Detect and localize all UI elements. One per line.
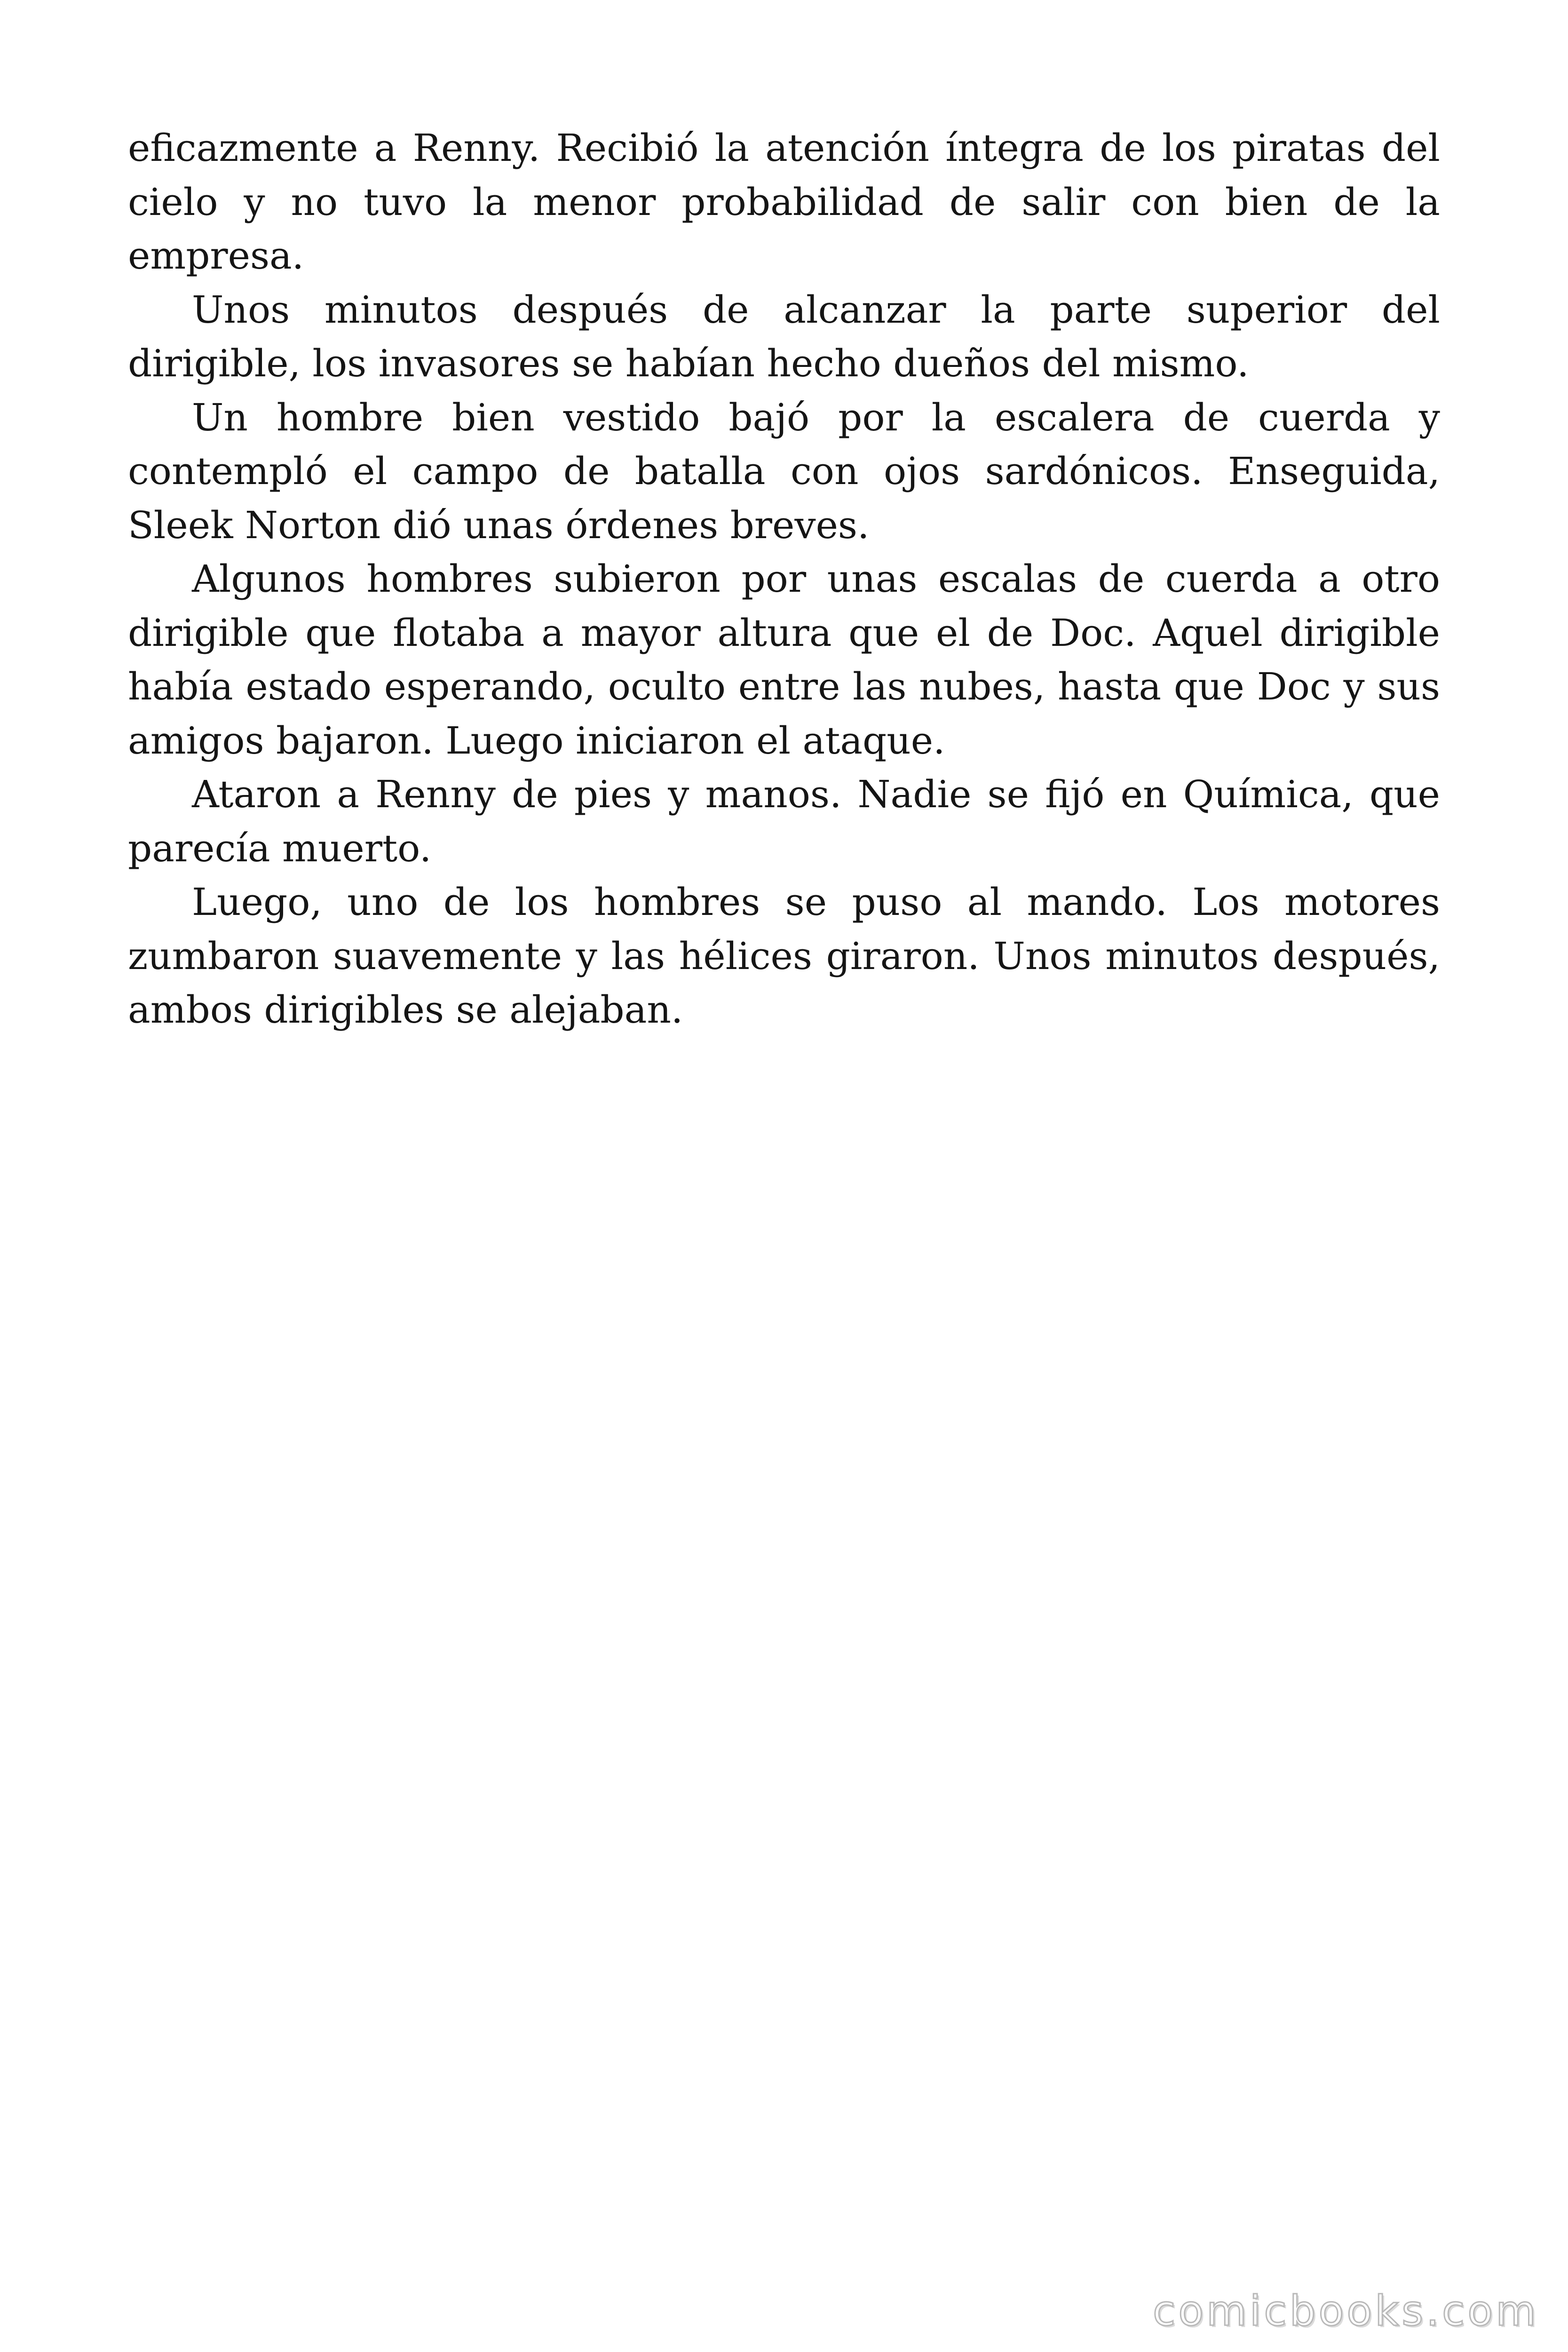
paragraph: Luego, uno de los hombres se puso al mando. Los motores zumbaron suavemente y las hélices giraron. Unos minutos después, ambos dirigibles se alejaban. [128,880,1440,1032]
paragraph-continued: eficazmente a Renny. Recibió la atención íntegra de los piratas del cielo y no tuvo la menor probabilidad de salir con bien de la empresa. [128,126,1440,278]
paragraph: Unos minutos después de alcanzar la parte superior del dirigible, los invasores se habían hecho dueños del mismo. [128,287,1440,385]
paragraph: Ataron a Renny de pies y manos. Nadie se fijó en Química, que parecía muerto. [128,772,1440,870]
paragraph: Un hombre bien vestido bajó por la escalera de cuerda y contempló el campo de batalla con ojos sardónicos. Enseguida, Sleek Norton dió unas órdenes breves. [128,395,1440,547]
paragraph: Algunos hombres subieron por unas escalas de cuerda a otro dirigible que flotaba a mayor altura que el de Doc. Aquel dirigible había estado esperando, oculto entre las nubes, hasta que Doc y sus amigos bajaron. Luego iniciaron el ataque. [128,557,1440,763]
watermark: comicbooks.com [1152,2287,1539,2335]
body-text [128,121,1440,1037]
